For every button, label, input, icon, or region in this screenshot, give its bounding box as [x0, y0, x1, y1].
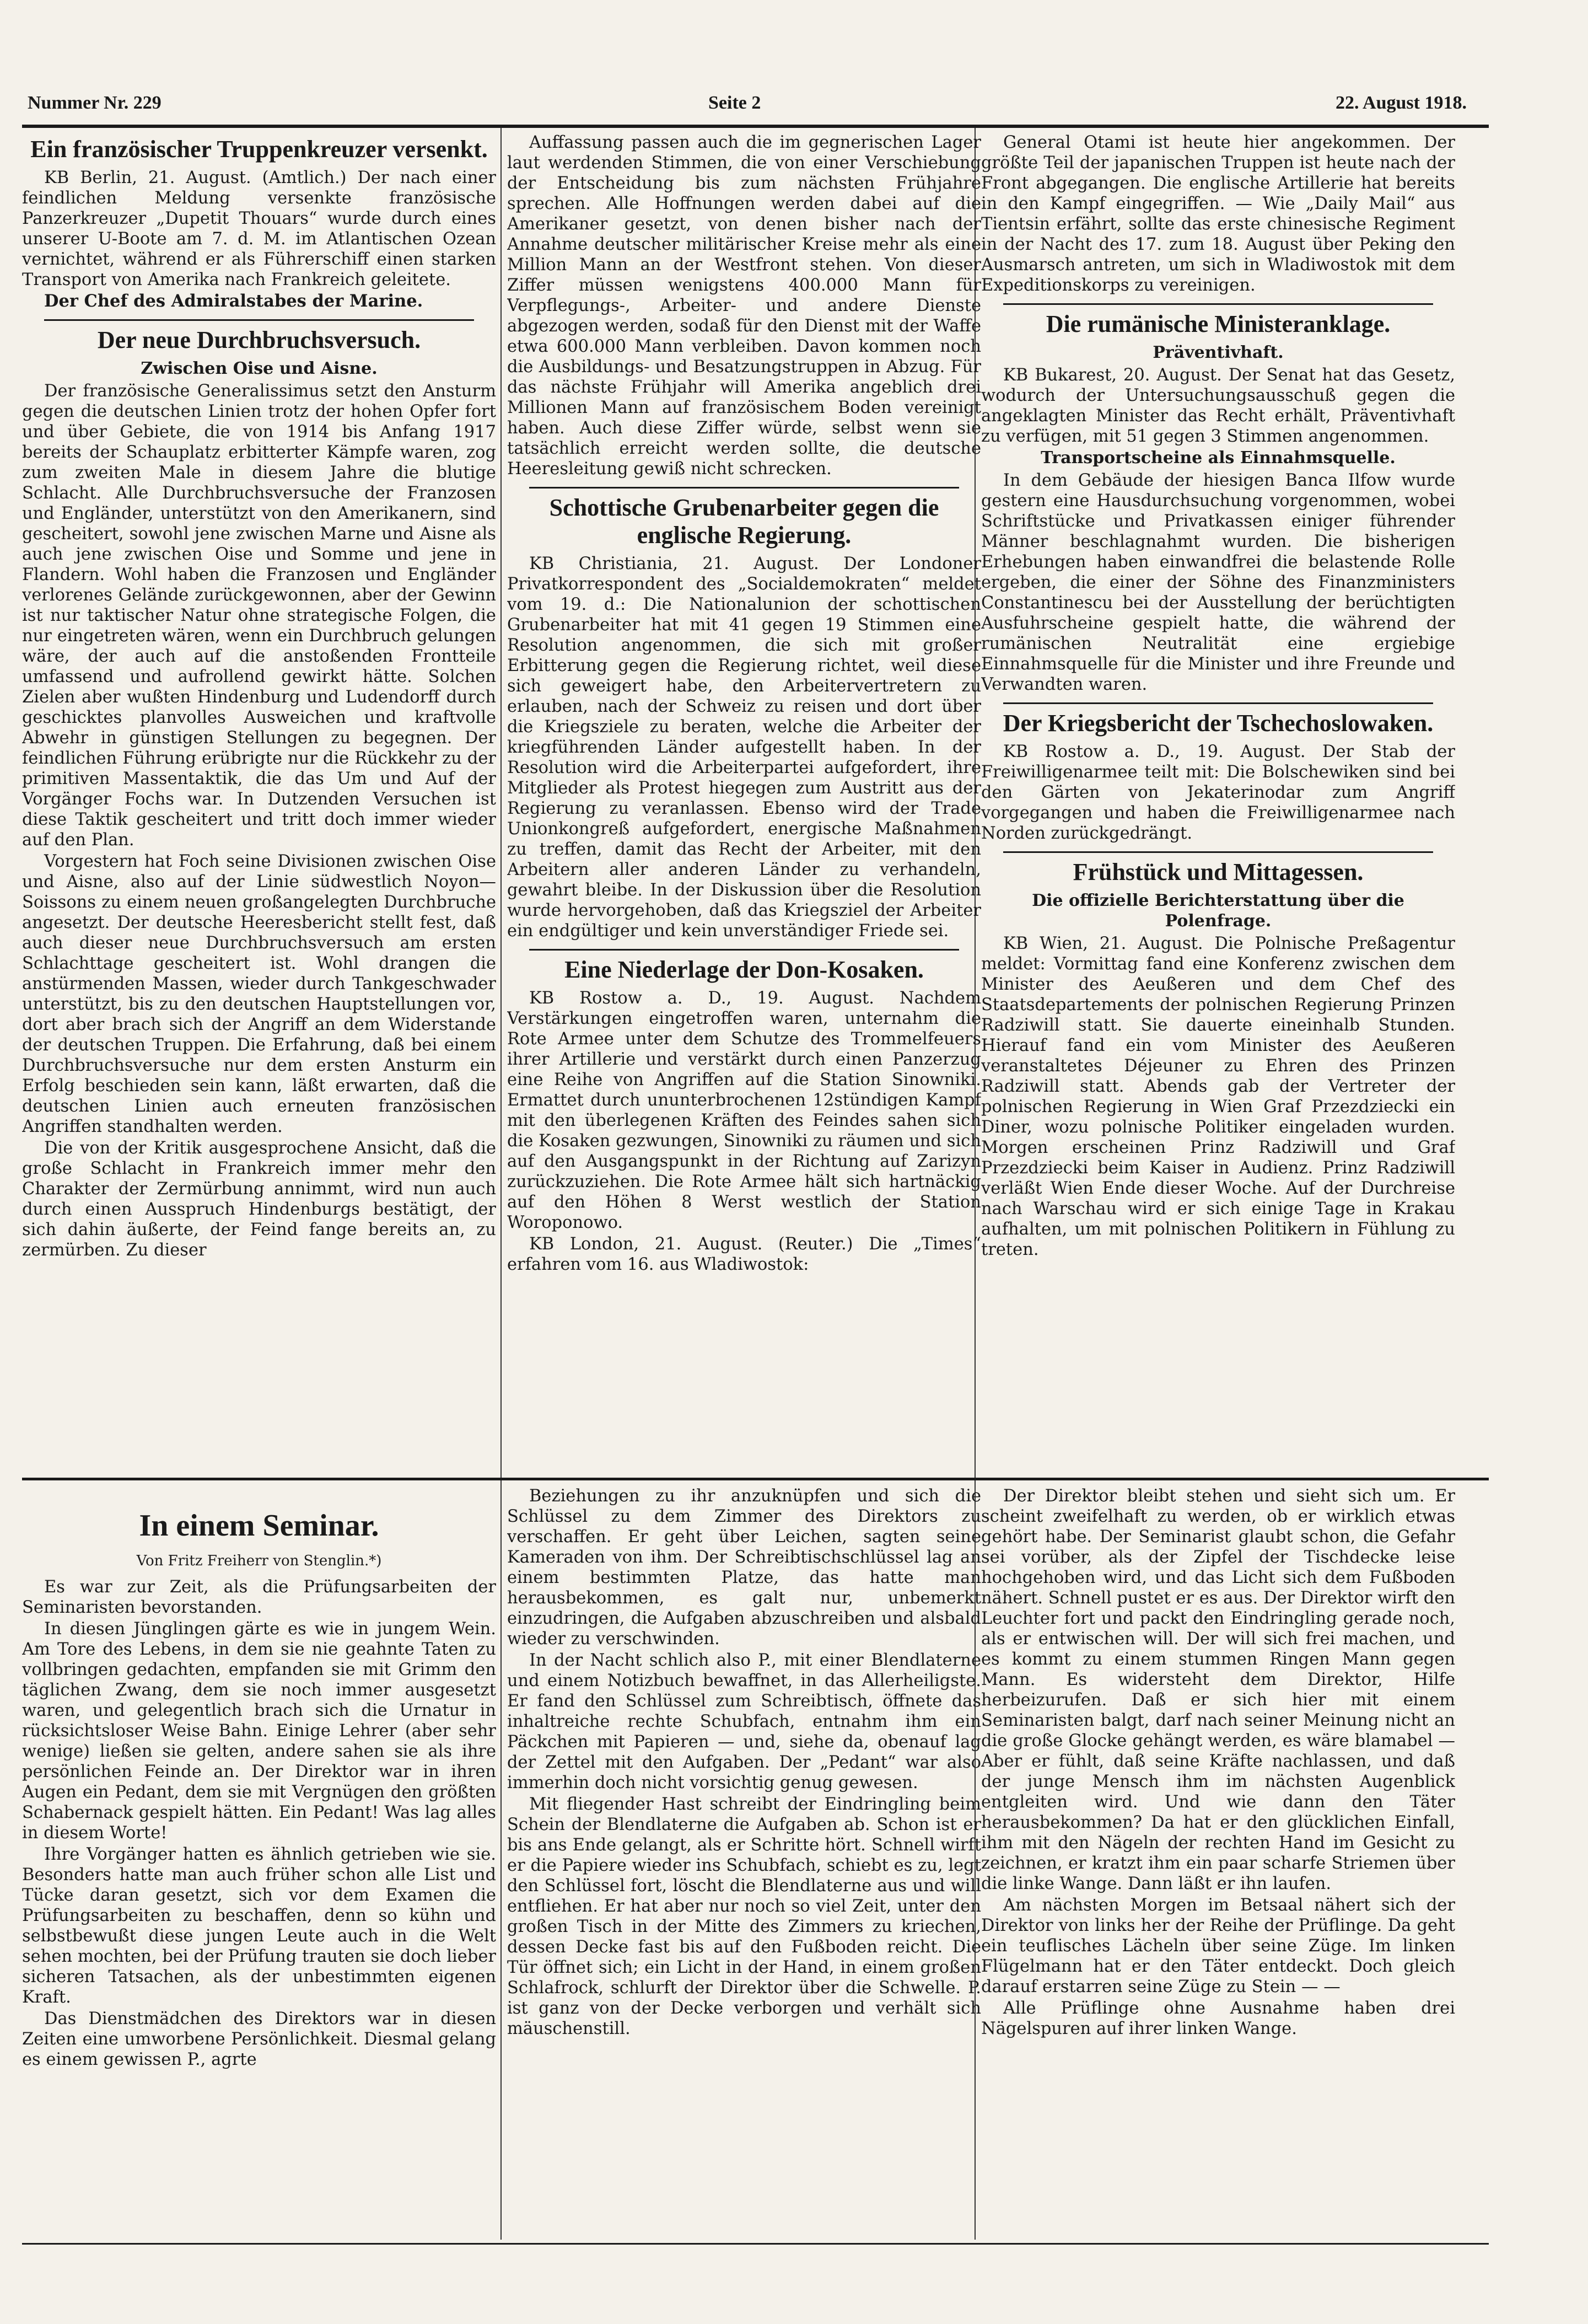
article-signature: Der Chef des Admiralstabes der Marine.	[44, 291, 423, 311]
feuilleton-column-2	[507, 1486, 981, 2239]
story-paragraph: Das Dienstmädchen des Direktors war in diesen Zeiten eine umworbene Persönlichkeit. Diesmal gelang es einem gewissen P., agrte	[22, 2009, 496, 2069]
article-subtitle: Präventivhaft.	[1153, 343, 1284, 362]
article-subtitle: Zwischen Oise und Aisne.	[141, 359, 378, 378]
story-paragraph: Alle Prüflinge ohne Ausnahme haben drei Nägelspuren auf ihrer linken Wange.	[981, 1999, 1455, 2038]
article-subtitle: Die offizielle Berichterstattung über die Polenfrage.	[1032, 891, 1404, 931]
article-paragraph: KB Wien, 21. August. Die Polnische Preßagentur meldet: Vormittag fand eine Konferenz zwischen dem Minister des Aeußeren und dem Chef des Staatsdepartements der polnischen Regierung Prinzen Radziwill statt. Sie dauerte eineinhalb Stunden. Hierauf fand ein vom Minister des Aeußeren veranstaltetes Déjeuner zu Ehren des Prinzen Radziwill statt. Abends gab der Vertreter der polnischen Regierung in Wien Graf Przezdziecki ein Diner, wozu polnische Politiker eingeladen wurden. Morgen erscheinen Prinz Radziwill und Graf Przezdziecki beim Kaiser in Audienz. Prinz Radziwill verläßt Wien Ende dieser Woche. Auf der Durchreise nach Warschau wird er sich einige Tage in Krakau aufhalten, um mit polnischen Politikern in Fühlung zu treten.	[981, 934, 1455, 1259]
article-paragraph: KB London, 21. August. (Reuter.) Die „Times“ erfahren vom 16. aus Wladiwostok:	[507, 1235, 981, 1274]
column-divider	[500, 128, 502, 2240]
article-separator	[1003, 702, 1433, 704]
article-paragraph: General Otami ist heute hier angekommen. Der größte Teil der japanischen Truppen ist heute nach der Front abgegangen. Die englische Artillerie hat bereits in den Kampf eingegriffen. — Wie „Daily Mail“ aus Tientsin erfährt, sollte das erste chinesische Regiment in der Nacht des 17. zum 18. August über Peking den Ausmarsch antreten, um sich in Wladiwostok mit dem Expeditionskorps zu vereinigen.	[981, 133, 1455, 295]
article-separator	[529, 487, 959, 489]
story-paragraph: In diesen Jünglingen gärte es wie in jungem Wein. Am Tore des Lebens, in dem sie nie geahnte Taten zu vollbringen gedachten, empfanden sie mit Grimm den täglichen Zwang, dem sie noch immer ausgesetzt waren, und gelegentlich brach sich die Urnatur in rücksichtsloser Weise Bahn. Einige Lehrer (aber sehr wenige) ließen sie gelten, andere sahen sie als ihre persönlichen Feinde an. Der Direktor war in ihren Augen ein Pedant, dem sie mit Vergnügen den größten Schabernack gespielt hätten. Ein Pedant! Was lag alles in diesem Worte!	[22, 1619, 496, 1843]
story-paragraph: Am nächsten Morgen im Betsaal nähert sich der Direktor von links her der Reihe der Prüflinge. Da geht ein teuflisches Lächeln über seine Züge. Im linken Flügelmann hat er den Täter entdeckt. Doch gleich darauf erstarren seine Züge zu Stein — —	[981, 1896, 1455, 1996]
article-paragraph: Auffassung passen auch die im gegnerischen Lager laut werdenden Stimmen, die von einer Verschiebung der Entscheidung bis zum nächsten Frühjahre sprechen. Alle Hoffnungen werden dabei auf die Amerikaner gesetzt, von denen bisher nach der Annahme deutscher militärischer Kreise mehr als eine Million Mann an der Westfront stehen. Von dieser Ziffer müssen wenigstens 400.000 Mann für Verpflegungs-, Arbeiter- und andere Dienste abgezogen werden, sodaß für den Dienst mit der Waffe etwa 600.000 Mann verbleiben. Davon kommen noch die Ausbildungs- und Besatzungstruppen in Abzug. Für das nächste Frühjahr will Amerika angeblich drei Millionen Mann auf französischem Boden vereinigt haben. Auch diese Ziffer würde, selbst wenn sie tatsächlich erreicht werden sollte, die deutsche Heeresleitung gewiß nicht schrecken.	[507, 133, 981, 479]
article-title: Ein französischer Truppenkreuzer versenkt.	[30, 136, 488, 163]
article-separator	[44, 319, 474, 321]
article-paragraph: Der französische Generalissimus setzt den Ansturm gegen die deutschen Linien trotz der hohen Opfer fort und über Gebiete, die von 1914 bis Anfang 1917 bereits der Schauplatz erbitterter Kämpfe waren, zog zum zweiten Male in diesem Jahre die blutige Schlacht. Alle Durchbruchsversuche der Franzosen und Engländer, unterstützt von den Amerikanern, sind gescheitert, sowohl jene zwischen Marne und Aisne als auch jene zwischen Oise und Somme und jene in Flandern. Wohl haben die Franzosen und Engländer verlorenes Gelände zurückgewonnen, aber der Gewinn ist nur taktischer Natur ohne strategische Folgen, die nur eingetreten wären, wenn ein Durchbruch gelungen wäre, der auch auf die anstoßenden Frontteile umfassend und aufrollend gewirkt hätte. Solchen Zielen aber wußten Hindenburg und Ludendorff durch geschicktes planvolles Ausweichen und kraftvolle Abwehr in günstigen Stellungen zu begegnen. Der feindlichen Führung erübrigte nur die Rückkehr zu der primitiven Massentaktik, die das Um und Auf der Vorgänger Fochs war. In Dutzenden Versuchen ist diese Taktik gescheitert und tritt doch immer wieder auf den Plan.	[22, 382, 496, 850]
story-paragraph: Es war zur Zeit, als die Prüfungsarbeiten der Seminaristen bevorstanden.	[22, 1577, 496, 1617]
article-separator	[1003, 851, 1433, 853]
story-paragraph: Der Direktor bleibt stehen und sieht sich um. Er scheint zweifelhaft zu werden, ob er wirklich etwas gehört habe. Der Seminarist glaubt schon, die Gefahr sei vorüber, als der Zipfel der Tischdecke leise hochgehoben wird, und das Licht sich dem Fußboden nähert. Schnell pustet er es aus. Der Direktor wirft den Leuchter fort und packt den Eindringling gerade noch, als er entwischen will. Der will sich frei machen, und es kommt zu einem stummen Ringen Mann gegen Mann. Es widersteht dem Direktor, Hilfe herbeizurufen. Daß er sich hier mit einem Seminaristen balgt, darf nach seiner Meinung nicht an die große Glocke gehängt werden, es wäre blamabel — Aber er fühlt, daß seine Kräfte nachlassen, und daß der junge Mensch ihm im nächsten Augenblick entgleiten wird. Und wie dann den Täter herausbekommen? Da hat er den glücklichen Einfall, ihm mit den Nägeln der rechten Hand im Gesicht zu zeichnen, er kratzt ihm ein paar scharfe Striemen über die linke Wange. Dann läßt er ihn laufen.	[981, 1486, 1455, 1893]
feuilleton-column-3	[981, 1486, 1455, 2239]
article-paragraph: KB Berlin, 21. August. (Amtlich.) Der nach einer feindlichen Meldung versenkte französische Panzerkreuzer „Dupetit Thouars“ wurde durch eines unserer U-Boote am 7. d. M. im Atlantischen Ozean vernichtet, während er als Führerschiff einen starken Transport von Amerika nach Frankreich geleitete.	[22, 168, 496, 289]
issue-number: Nummer Nr. 229	[28, 93, 162, 113]
article-paragraph: Vorgestern hat Foch seine Divisionen zwischen Oise und Aisne, also auf der Linie südwestlich Noyon—Soissons zu einem neuen großangelegten Durchbruche angesetzt. Der deutsche Heeresbericht stellt fest, daß auch dieser neue Durchbruchsversuch am ersten Schlachttage gescheitert ist. Wohl drangen die anstürmenden Massen, wieder durch Tankgeschwader unterstützt, bis zu den deutschen Hauptstellungen vor, dort aber brach sich der Angriff an dem Widerstande der deutschen Truppen. Die Erfahrung, daß bei einem Durchbruchsversuche nur dem ersten Ansturm ein Erfolg beschieden sein kann, läßt erwarten, daß die deutschen Linien auch erneuten französischen Angriffen standhalten werden.	[22, 852, 496, 1136]
article-title: Der neue Durchbruchsversuch.	[97, 326, 421, 353]
article-subtitle: Transportscheine als Einnahmsquelle.	[1041, 448, 1396, 468]
article-title: Frühstück und Mittagessen.	[1073, 858, 1364, 885]
article-title: Der Kriegsbericht der Tschechoslowaken.	[1003, 710, 1434, 737]
footer-rule	[22, 2243, 1489, 2245]
page-number: Seite 2	[708, 93, 761, 113]
feuilleton-title: In einem Seminar.	[139, 1509, 379, 1543]
article-paragraph: KB Rostow a. D., 19. August. Nachdem Verstärkungen eingetroffen waren, unternahm die Rote Armee unter dem Schutze des Trommelfeuers ihrer Artillerie und verstärkt durch einen Panzerzug eine Reihe von Angriffen auf die Station Sinowniki. Ermattet durch ununterbrochenen 12stündigen Kampf mit den überlegenen Kräften des Feindes sahen sich die Kosaken gezwungen, Sinowniki zu räumen und sich auf den Ausgangspunkt in der Richtung auf Zarizyn zurückzuziehen. Die Rote Armee hält sich hartnäckig auf den Höhen 8 Werst westlich der Station Woroponowo.	[507, 989, 981, 1232]
article-separator	[529, 949, 959, 951]
story-paragraph: Ihre Vorgänger hatten es ähnlich getrieben wie sie. Besonders hatte man auch früher schon alle List und Tücke daran gesetzt, sich vor dem Examen die Prüfungsarbeiten zu beschaffen, denn so kühn und selbstbewußt diese jungen Leute auch in die Welt sehen mochten, bei der Prüfung trauten sie doch lieber sicheren Tatsachen, als der unbestimmten eigenen Kraft.	[22, 1845, 496, 2007]
feuilleton-column-1	[22, 1486, 496, 2239]
article-title: Schottische Grubenarbeiter gegen die englische Regierung.	[549, 494, 939, 549]
feuilleton-rule	[22, 1478, 1489, 1480]
article-paragraph: KB Bukarest, 20. August. Der Senat hat das Gesetz, wodurch der Untersuchungsausschuß gegen die angeklagten Minister das Recht erhält, Präventivhaft zu verfügen, mit 51 gegen 3 Stimmen angenommen.	[981, 366, 1455, 446]
article-title: Die rumänische Ministeranklage.	[1046, 310, 1391, 337]
story-paragraph: In der Nacht schlich also P., mit einer Blendlaterne und einem Notizbuch bewaffnet, in das Allerheiligste. Er fand den Schlüssel zum Schreibtisch, öffnete das inhaltreiche rechte Schubfach, entnahm ihm ein Päckchen mit Papieren — und, siehe da, obenauf lag der Zettel mit den Aufgaben. Der „Pedant“ war also immerhin doch nicht vorsichtig genug gewesen.	[507, 1651, 981, 1792]
header-rule	[22, 125, 1489, 128]
story-paragraph: Beziehungen zu ihr anzuknüpfen und sich die Schlüssel zu dem Zimmer des Direktors zu verschaffen. Er geht über Leichen, sagten seine Kameraden von ihm. Der Schreibtischschlüssel lag an einem bestimmten Platze, das hatte man herausbekommen, es galt nur, unbemerkt einzudringen, die Aufgaben abzuschreiben und alsbald wieder zu verschwinden.	[507, 1486, 981, 1649]
article-separator	[1003, 303, 1433, 305]
article-paragraph: In dem Gebäude der hiesigen Banca Ilfow wurde gestern eine Hausdurchsuchung vorgenommen, wobei Schriftstücke und Privatkassen einiger führender Männer beschlagnahmt wurden. Die bisherigen Erhebungen haben einwandfrei die belastende Rolle ergeben, die einer der Söhne des Finanzministers Constantinescu bei der Ausstellung der berüchtigten Ausfuhrscheine gespielt hatte, die während der rumänischen Neutralität eine ergiebige Einnahmsquelle für die Minister und ihre Freunde und Verwandten waren.	[981, 471, 1455, 694]
article-paragraph: KB Christiania, 21. August. Der Londoner Privatkorrespondent des „Socialdemokraten“ meldet vom 19. d.: Die Nationalunion der schottischen Grubenarbeiter hat mit 41 gegen 19 Stimmen eine Resolution angenommen, die sich mit großer Erbitterung gegen die Regierung richtet, weil diese sich geweigert habe, den Arbeitervertretern zu erlauben, nach der Schweiz zu reisen und dort über die Kriegsziele zu beraten, welche die Arbeiter der kriegführenden Länder aufgestellt haben. In der Resolution wird die Arbeiterpartei aufgefordert, ihre Mitglieder als Protest hiegegen zum Austritt aus der Regierung zu veranlassen. Ebenso wird der Trade Unionkongreß aufgefordert, energische Maßnahmen zu treffen, damit das Recht der Arbeiter, mit den Arbeitern aller anderen Länder zu verhandeln, gewahrt bleibe. In der Diskussion über die Resolution wurde hervorgehoben, daß das Kriegsziel der Arbeiter ein endgültiger und kein unverständiger Friede sei.	[507, 554, 981, 941]
news-column-1	[22, 132, 496, 1472]
article-title: Eine Niederlage der Don-Kosaken.	[564, 956, 924, 983]
issue-date: 22. August 1918.	[1335, 93, 1467, 113]
news-column-2	[507, 132, 981, 1472]
story-paragraph: Mit fliegender Hast schreibt der Eindringling beim Schein der Blendlaterne die Aufgaben ab. Schon ist er bis ans Ende gelangt, als er Schritte hört. Schnell wirft er die Papiere wieder ins Schubfach, schiebt es zu, legt den Schlüssel fort, löscht die Blendlaterne aus und will entfliehen. Er hat aber nur noch so viel Zeit, unter den großen Tisch in der Mitte des Zimmers zu kriechen, dessen Decke fast bis auf den Fußboden reicht. Die Tür öffnet sich; ein Licht in der Hand, in einem großen Schlafrock, schlurft der Direktor über die Schwelle. P. ist ganz von der Decke verborgen und verhält sich mäuschenstill.	[507, 1795, 981, 2038]
article-paragraph: KB Rostow a. D., 19. August. Der Stab der Freiwilligenarmee teilt mit: Die Bolschewiken sind bei den Gärten von Jekaterinodar zum Angriff vorgegangen und haben die Freiwilligenarmee nach Norden zurückgedrängt.	[981, 742, 1455, 843]
feuilleton-byline: Von Fritz Freiherr von Stenglin.*)	[136, 1553, 382, 1569]
article-paragraph: Die von der Kritik ausgesprochene Ansicht, daß die große Schlacht in Frankreich immer mehr den Charakter der Zermürbung annimmt, wird nun auch durch einen Ausspruch Hindenburgs bestätigt, der sich dahin äußerte, der Feind fange bereits an, zu zermürben. Zu dieser	[22, 1139, 496, 1260]
news-column-3	[981, 132, 1455, 1472]
